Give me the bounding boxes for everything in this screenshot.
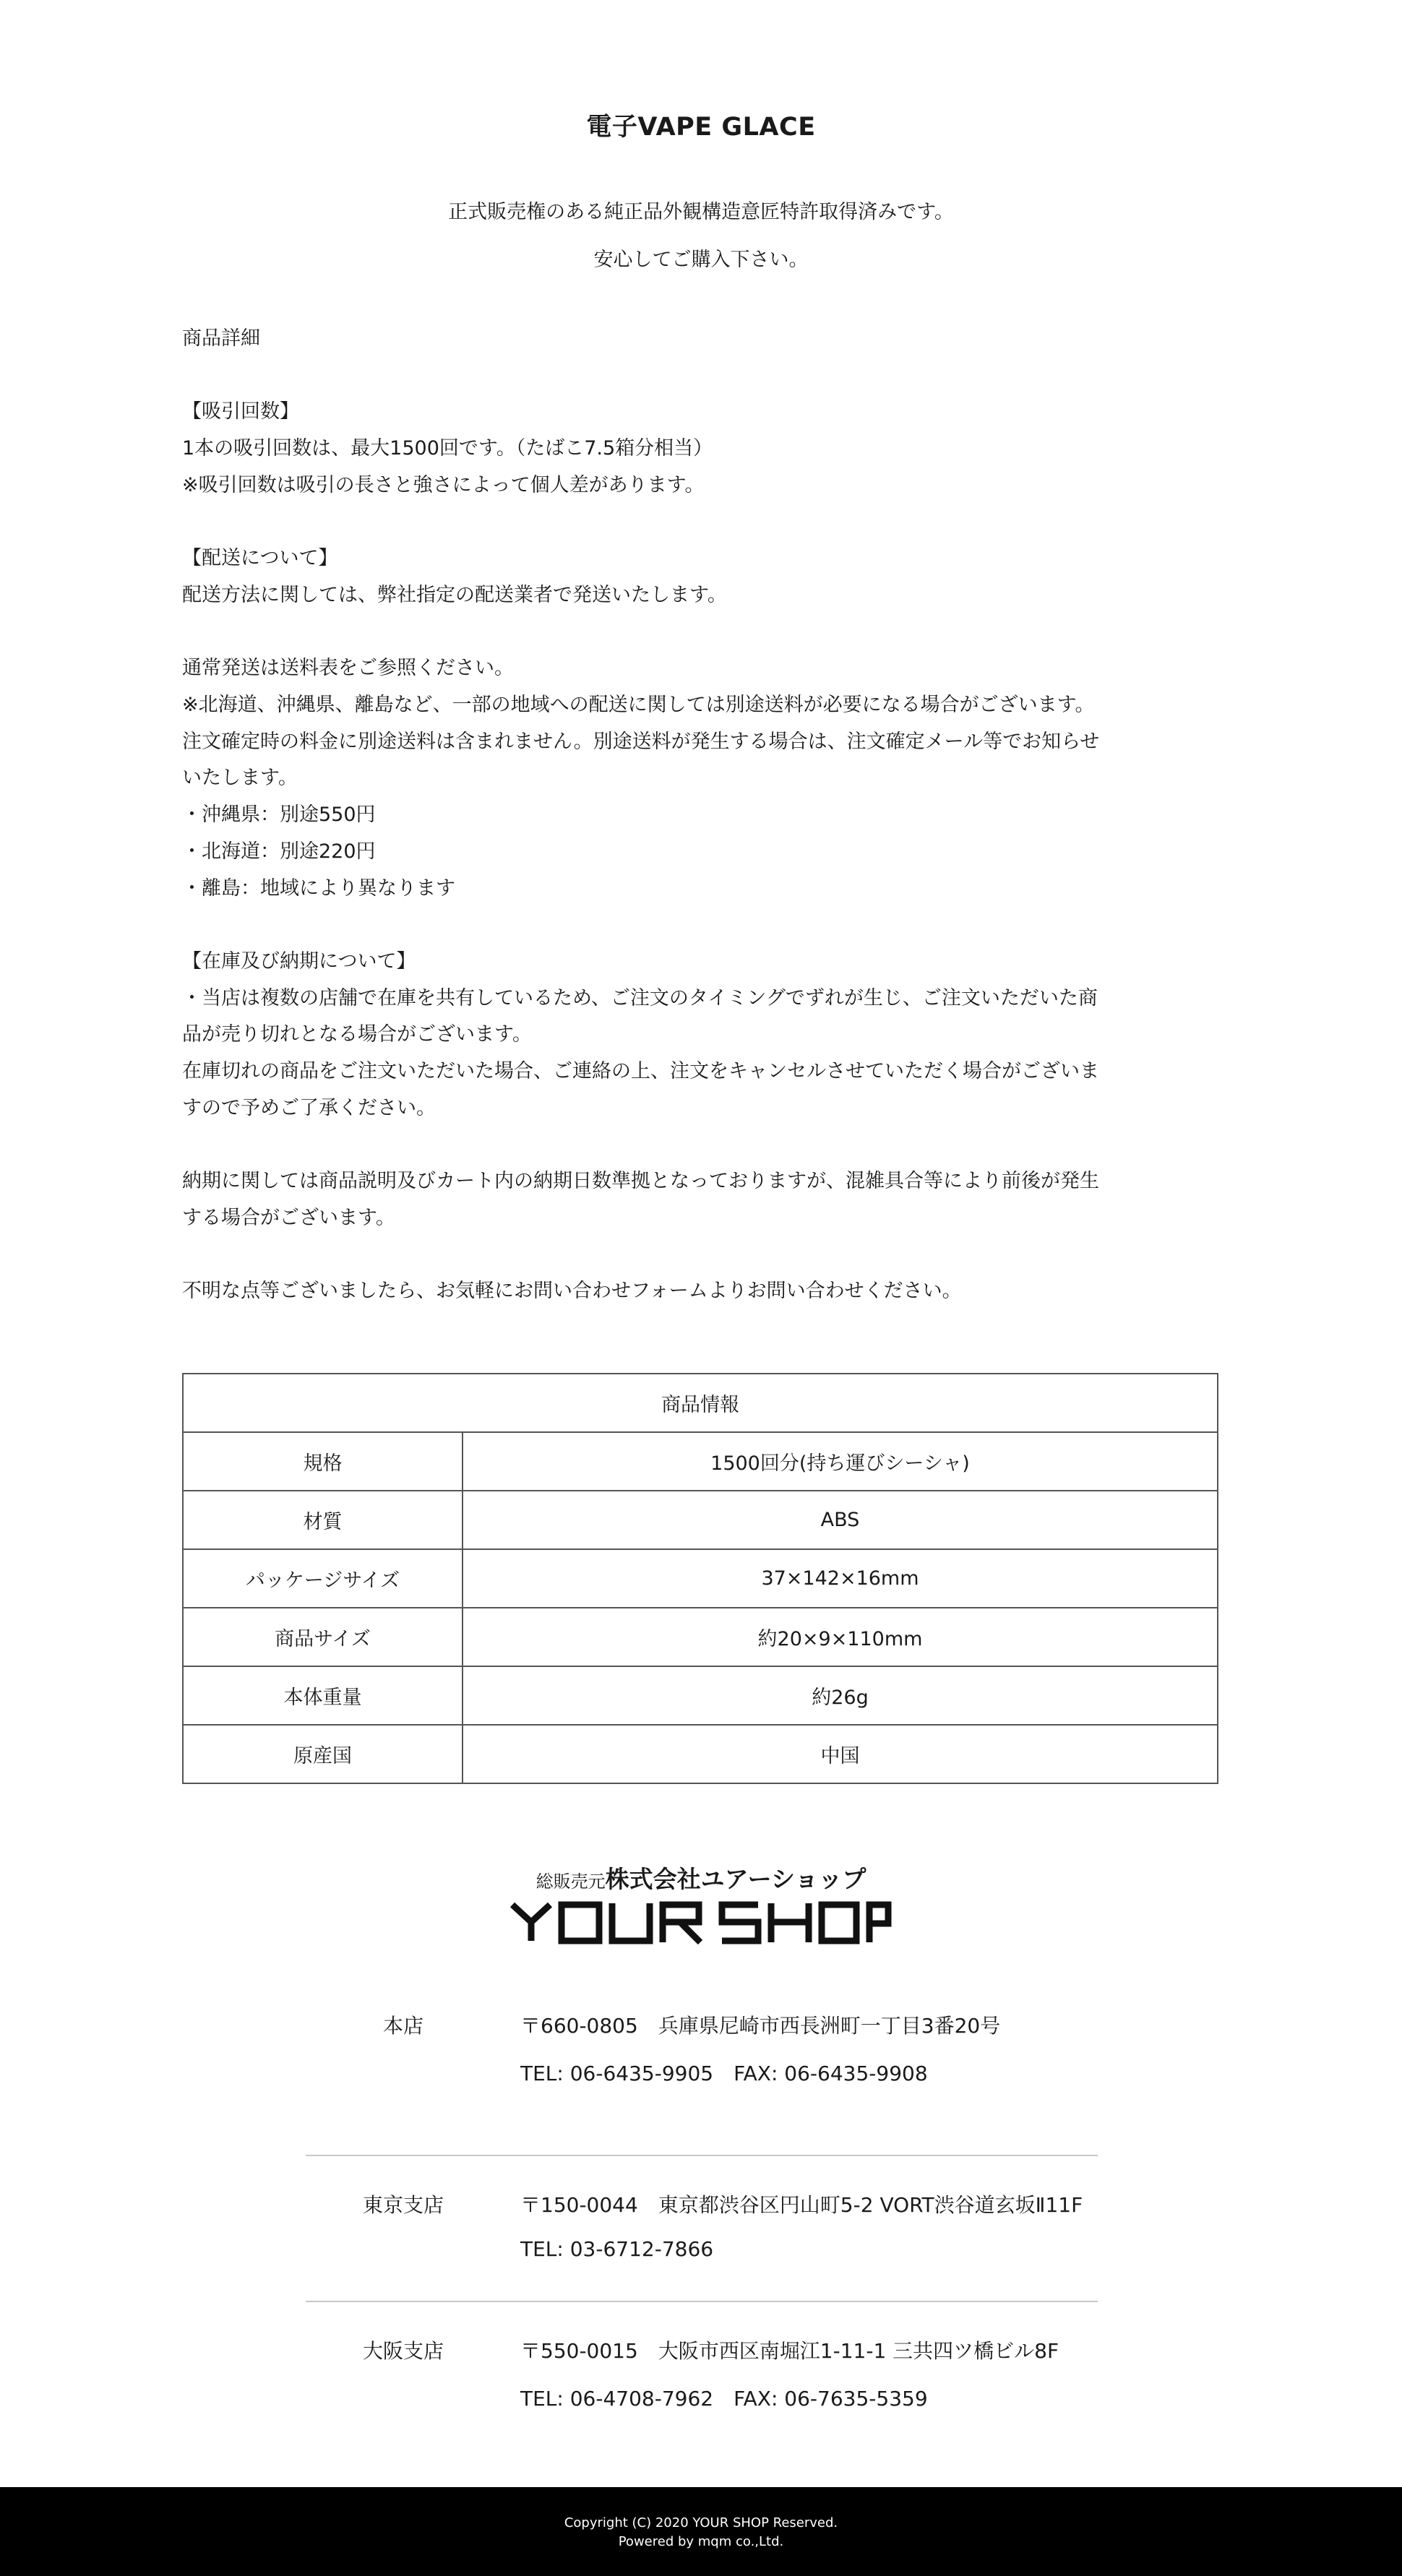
spec-value: 約20×9×110mm — [463, 1608, 1218, 1666]
spec-key: 商品サイズ — [183, 1608, 463, 1666]
office-phone: TEL: 06-6435-9905 FAX: 06-6435-9908 — [520, 2062, 928, 2085]
intro-line-2: 安心してご購入下さい。 — [593, 249, 809, 271]
office-list — [306, 2010, 1098, 2447]
spec-value: 約26g — [463, 1666, 1218, 1725]
brand-block — [0, 1861, 1402, 1945]
office-phone: TEL: 03-6712-7866 — [520, 2237, 714, 2261]
spec-value: ABS — [463, 1491, 1218, 1549]
office-name: 東京支店 — [362, 2193, 444, 2217]
distributor-line — [0, 1861, 1402, 1895]
distributor-prefix: 総販売元 — [536, 1871, 606, 1892]
table-row — [183, 1549, 1218, 1608]
spec-key: パッケージサイズ — [183, 1549, 463, 1608]
office-tokyo — [306, 2155, 1098, 2301]
product-info-table — [182, 1373, 1218, 1784]
office-head — [306, 2010, 1098, 2155]
spec-value: 37×142×16mm — [463, 1549, 1218, 1608]
copyright-text: Copyright (C) 2020 YOUR SHOP Reserved. — [564, 2515, 838, 2530]
table-row — [183, 1491, 1218, 1549]
office-address: 〒550-0015 大阪市西区南堀江1-11-1 三共四ツ橋ビル8F — [520, 2339, 1059, 2363]
table-heading: 商品情報 — [183, 1374, 1218, 1432]
powered-by-text: Powered by mqm co.,Ltd. — [618, 2534, 784, 2549]
table-row — [183, 1666, 1218, 1725]
your-shop-logo — [509, 1900, 893, 1945]
page-title: 電子VAPE GLACE — [586, 113, 816, 142]
spec-key: 原産国 — [183, 1725, 463, 1783]
table-row — [183, 1725, 1218, 1783]
office-phone: TEL: 06-4708-7962 FAX: 06-7635-5359 — [520, 2387, 928, 2411]
intro-line-1: 正式販売権のある純正品外観構造意匠特許取得済みです。 — [448, 201, 954, 223]
table-row — [183, 1432, 1218, 1491]
spec-key: 本体重量 — [183, 1666, 463, 1725]
office-address: 〒660-0805 兵庫県尼崎市西長洲町一丁目3番20号 — [520, 2014, 1001, 2038]
table-row — [183, 1608, 1218, 1666]
spec-value: 1500回分(持ち運びシーシャ) — [463, 1432, 1218, 1491]
product-details-text: 商品詳細 【吸引回数】 1本の吸引回数は、最大1500回です。（たばこ7.5箱分相当） ※吸引回数は吸引の長さと強さによって個人差があります。 【配送について】 配送方法に関しては、弊社指定の配送業者で発送いたします。 通常発送は送料表をご参照ください。 ※北海道、沖縄県、離島など、一部の地域への配送に関しては別途送料が必要になる場合がございます。 注文確定時の料金に別途送料は含まれません。別途送料が発生する場合は、注文確定メール等でお知らせ いたします。 ・沖縄県：別途550円 ・北海道：別途220円 ・離島：地域により異なります 【在庫及び納期について】 ・当店は複数の店舗で在庫を共有しているため、ご注文のタイミングでずれが生じ、ご注文いただいた商 品が売り切れとなる場合がございます。 在庫切れの商品をご注文いただいた場合、ご連絡の上、注文をキャンセルさせていただく場合がございま すので予めご了承ください。 納期に関しては商品説明及びカート内の納期日数準拠となっておりますが、混雑具合等により前後が発生 する場合がございます。 不明な点等ございましたら、お気軽にお問い合わせフォームよりお問い合わせください。 — [182, 327, 1100, 1303]
office-name: 大阪支店 — [362, 2339, 444, 2363]
office-osaka — [306, 2301, 1098, 2447]
office-name: 本店 — [382, 2014, 423, 2038]
office-address: 〒150-0044 東京都渋谷区円山町5-2 VORT渋谷道玄坂Ⅱ11F — [520, 2193, 1083, 2217]
table-header-row — [183, 1374, 1218, 1432]
footer — [0, 2487, 1402, 2576]
company-name: 株式会社ユアーショップ — [605, 1865, 866, 1893]
spec-value: 中国 — [463, 1725, 1218, 1783]
spec-key: 規格 — [183, 1432, 463, 1491]
spec-key: 材質 — [183, 1491, 463, 1549]
